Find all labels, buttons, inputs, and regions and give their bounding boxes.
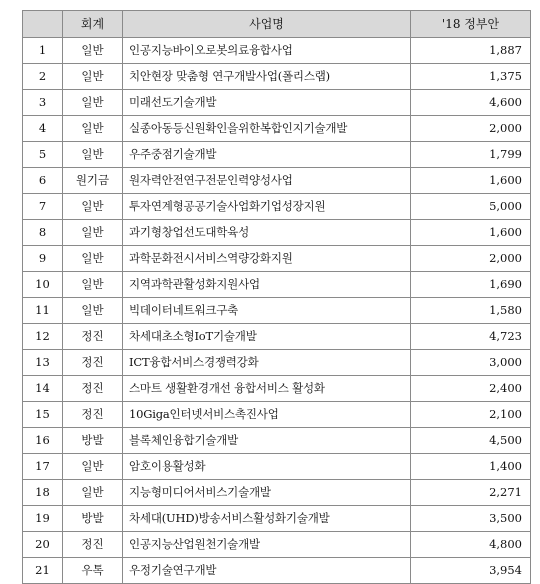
- row-account: 정진: [63, 532, 123, 558]
- row-project-name: 치안현장 맞춤형 연구개발사업(폴리스랩): [123, 64, 411, 90]
- row-number: 20: [23, 532, 63, 558]
- row-number: 9: [23, 246, 63, 272]
- row-number: 1: [23, 38, 63, 64]
- table-row: [23, 454, 531, 480]
- row-account: 정진: [63, 350, 123, 376]
- row-project-name: 우주중점기술개발: [123, 142, 411, 168]
- row-account: 일반: [63, 454, 123, 480]
- row-account: 일반: [63, 272, 123, 298]
- table-row: [23, 506, 531, 532]
- table-row: [23, 272, 531, 298]
- row-project-name: 10Giga인터넷서비스촉진사업: [123, 402, 411, 428]
- row-project-name: 과기형창업선도대학육성: [123, 220, 411, 246]
- row-project-name: 스마트 생활환경개선 융합서비스 활성화: [123, 376, 411, 402]
- row-number: 4: [23, 116, 63, 142]
- row-project-name: 원자력안전연구전문인력양성사업: [123, 168, 411, 194]
- row-project-name: 인공지능산업원천기술개발: [123, 532, 411, 558]
- table-row: [23, 402, 531, 428]
- row-budget: 2,400: [411, 376, 531, 402]
- row-account: 우톡: [63, 558, 123, 584]
- row-project-name: 지역과학관활성화지원사업: [123, 272, 411, 298]
- row-project-name: 차세대초소형IoT기술개발: [123, 324, 411, 350]
- row-account: 정진: [63, 324, 123, 350]
- row-number: 21: [23, 558, 63, 584]
- table-row: [23, 324, 531, 350]
- table-row: [23, 116, 531, 142]
- row-account: 일반: [63, 298, 123, 324]
- row-account: 방발: [63, 506, 123, 532]
- row-budget: 2,100: [411, 402, 531, 428]
- row-project-name: 차세대(UHD)방송서비스활성화기술개발: [123, 506, 411, 532]
- row-budget: 1,799: [411, 142, 531, 168]
- table-row: [23, 168, 531, 194]
- row-number: 16: [23, 428, 63, 454]
- row-number: 12: [23, 324, 63, 350]
- row-number: 17: [23, 454, 63, 480]
- row-budget: 1,580: [411, 298, 531, 324]
- row-budget: 1,887: [411, 38, 531, 64]
- row-budget: 5,000: [411, 194, 531, 220]
- row-project-name: 인공지능바이오로봇의료융합사업: [123, 38, 411, 64]
- row-account: 정진: [63, 402, 123, 428]
- table-row: [23, 38, 531, 64]
- row-budget: 4,600: [411, 90, 531, 116]
- table-row: [23, 220, 531, 246]
- row-number: 19: [23, 506, 63, 532]
- row-budget: 3,954: [411, 558, 531, 584]
- row-account: 일반: [63, 220, 123, 246]
- row-account: 원기금: [63, 168, 123, 194]
- row-project-name: 암호이용활성화: [123, 454, 411, 480]
- table-row: [23, 428, 531, 454]
- table-row: [23, 376, 531, 402]
- row-number: 3: [23, 90, 63, 116]
- row-budget: 4,500: [411, 428, 531, 454]
- row-budget: 1,690: [411, 272, 531, 298]
- table-header: [23, 11, 531, 38]
- table-body: [23, 38, 531, 584]
- table-row: [23, 532, 531, 558]
- row-budget: 3,500: [411, 506, 531, 532]
- row-project-name: 실종아동등신원확인을위한복합인지기술개발: [123, 116, 411, 142]
- row-project-name: 블록체인융합기술개발: [123, 428, 411, 454]
- row-budget: 2,000: [411, 116, 531, 142]
- row-number: 5: [23, 142, 63, 168]
- header-row: [23, 11, 531, 38]
- table-row: [23, 350, 531, 376]
- row-number: 11: [23, 298, 63, 324]
- row-project-name: 빅데이터네트워크구축: [123, 298, 411, 324]
- row-account: 일반: [63, 90, 123, 116]
- row-number: 10: [23, 272, 63, 298]
- row-budget: 4,723: [411, 324, 531, 350]
- row-budget: 2,000: [411, 246, 531, 272]
- row-number: 14: [23, 376, 63, 402]
- row-project-name: 투자연계형공공기술사업화기업성장지원: [123, 194, 411, 220]
- row-project-name: 우정기술연구개발: [123, 558, 411, 584]
- row-account: 일반: [63, 38, 123, 64]
- table-row: [23, 64, 531, 90]
- header-number: [23, 11, 63, 38]
- row-account: 정진: [63, 376, 123, 402]
- row-account: 일반: [63, 480, 123, 506]
- row-account: 일반: [63, 142, 123, 168]
- header-account: 회계: [63, 11, 123, 38]
- row-project-name: 지능형미디어서비스기술개발: [123, 480, 411, 506]
- table-row: [23, 298, 531, 324]
- row-budget: 2,271: [411, 480, 531, 506]
- row-project-name: ICT융합서비스경쟁력강화: [123, 350, 411, 376]
- row-account: 일반: [63, 64, 123, 90]
- row-number: 18: [23, 480, 63, 506]
- row-project-name: 미래선도기술개발: [123, 90, 411, 116]
- row-project-name: 과학문화전시서비스역량강화지원: [123, 246, 411, 272]
- budget-table-container: [22, 10, 530, 584]
- row-account: 일반: [63, 246, 123, 272]
- row-budget: 3,000: [411, 350, 531, 376]
- row-account: 일반: [63, 194, 123, 220]
- row-budget: 1,600: [411, 220, 531, 246]
- header-budget: '18 정부안: [411, 11, 531, 38]
- row-budget: 1,600: [411, 168, 531, 194]
- row-number: 8: [23, 220, 63, 246]
- header-project-name: 사업명: [123, 11, 411, 38]
- row-budget: 1,375: [411, 64, 531, 90]
- row-account: 일반: [63, 116, 123, 142]
- table-row: [23, 142, 531, 168]
- table-row: [23, 194, 531, 220]
- row-number: 6: [23, 168, 63, 194]
- table-row: [23, 480, 531, 506]
- table-row: [23, 246, 531, 272]
- row-budget: 1,400: [411, 454, 531, 480]
- table-row: [23, 90, 531, 116]
- budget-table: [22, 10, 531, 584]
- row-number: 7: [23, 194, 63, 220]
- row-number: 13: [23, 350, 63, 376]
- row-budget: 4,800: [411, 532, 531, 558]
- row-number: 15: [23, 402, 63, 428]
- row-number: 2: [23, 64, 63, 90]
- row-account: 방발: [63, 428, 123, 454]
- table-row: [23, 558, 531, 584]
